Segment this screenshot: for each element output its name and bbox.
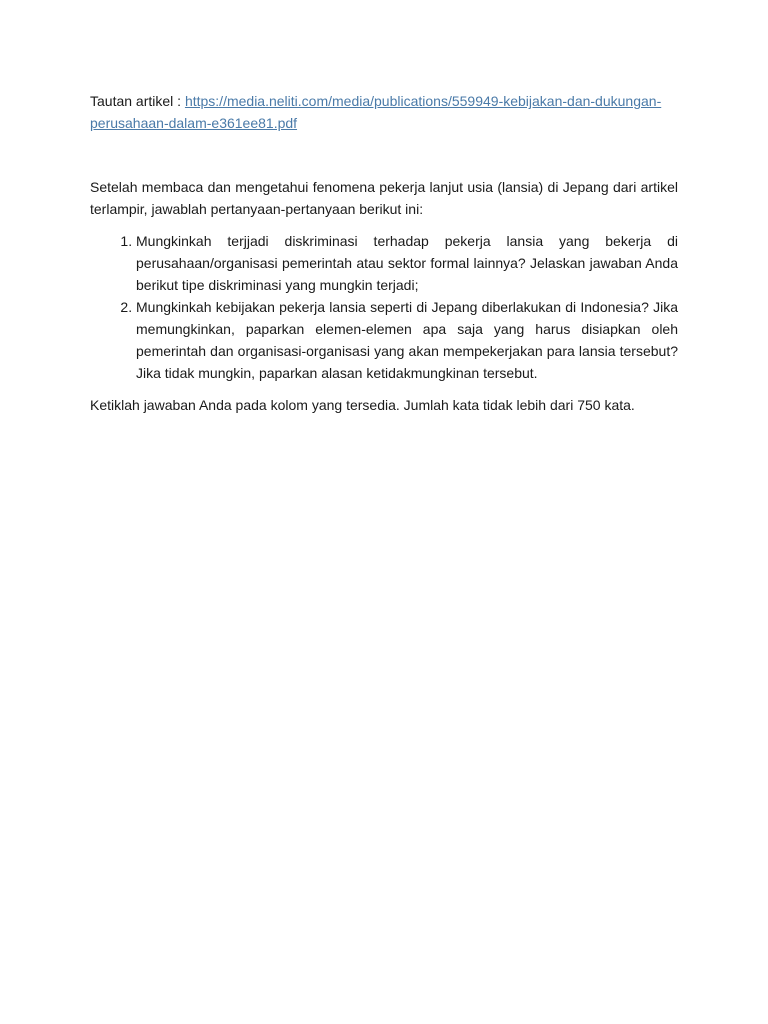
closing-instruction: Ketiklah jawaban Anda pada kolom yang tersedia. Jumlah kata tidak lebih dari 750 kata.: [90, 397, 635, 413]
article-link[interactable]: https://media.neliti.com/media/publications/559949-kebijakan-dan-dukungan-perusahaan-dalam-e361ee81.pdf: [90, 93, 662, 131]
document-page: [90, 90, 678, 416]
question-list: [90, 230, 678, 384]
article-link-line: [90, 90, 678, 134]
question-item-2: 2. Mungkinkah kebijakan pekerja lansia seperti di Jepang diberlakukan di Indonesia? Jika memungkinkan, paparkan elemen-elemen apa saja yang harus disiapkan oleh pemerintah dan organisasi-organisasi yang akan mempekerjakan para lansia tersebut? Jika tidak mungkin, paparkan alasan ketidakmungkinan tersebut.: [136, 296, 678, 384]
intro-paragraph: Setelah membaca dan mengetahui fenomena pekerja lanjut usia (lansia) di Jepang dari artikel terlampir, jawablah pertanyaan-pertanyaan berikut ini:: [90, 179, 678, 217]
question-item-1: 1. Mungkinkah terjjadi diskriminasi terhadap pekerja lansia yang bekerja di perusahaan/organisasi pemerintah atau sektor formal lainnya? Jelaskan jawaban Anda berikut tipe diskriminasi yang mungkin terjadi;: [136, 230, 678, 296]
article-link-label: Tautan artikel :: [90, 93, 185, 109]
